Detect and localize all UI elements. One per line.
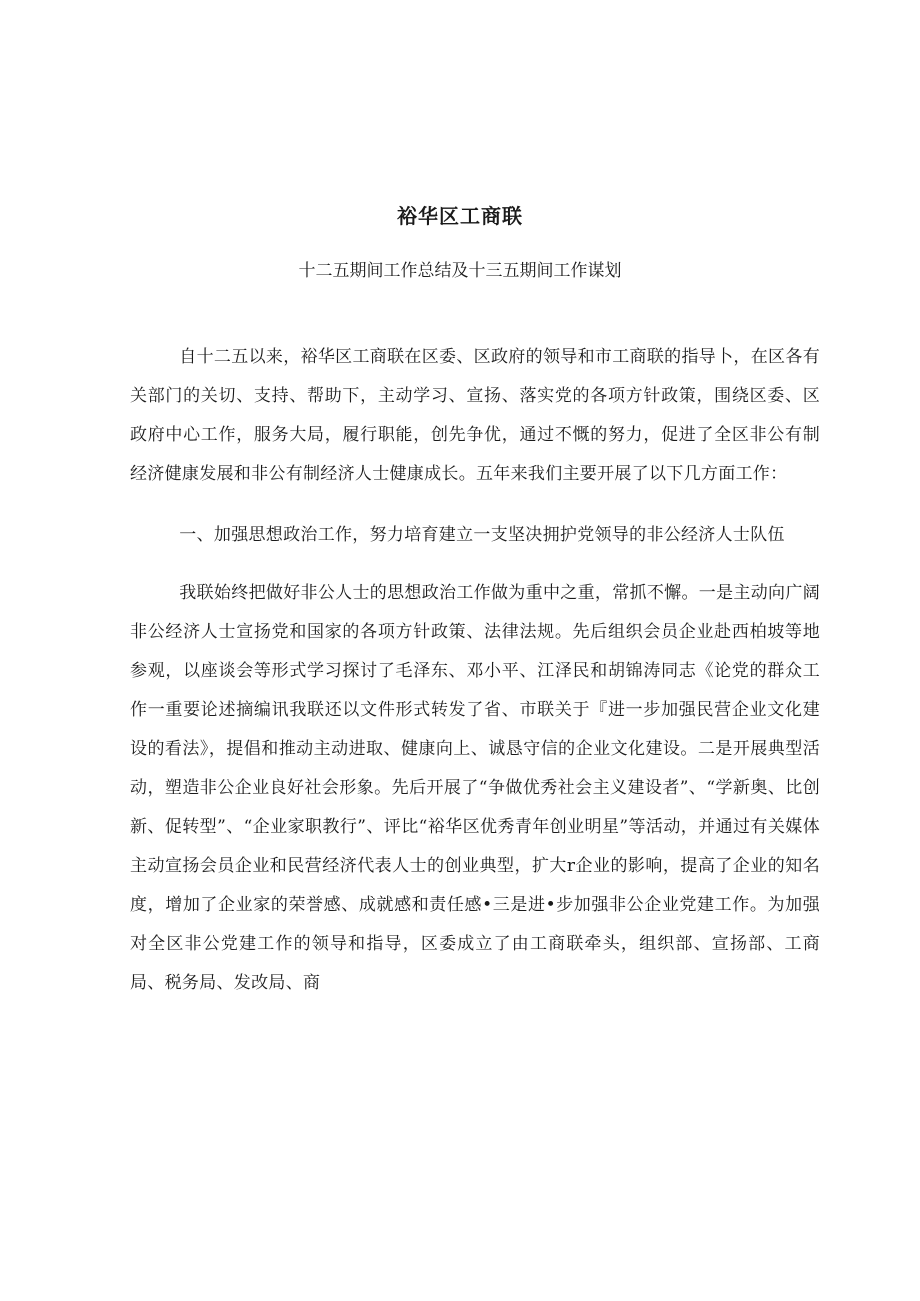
document-subtitle: 十二五期间工作总结及十三五期间工作谋划 xyxy=(298,261,622,281)
document-body xyxy=(130,338,820,1025)
paragraph-section-1: 我联始终把做好非公人士的思想政治工作做为重中之重，常抓不懈。一是主动向广阔非公经济人士宣扬党和国家的各项方针政策、法律法规。先后组织会员企业赴西柏坡等地参观，以座谈会等形式学习探讨了毛泽东、邓小平、江泽民和胡锦涛同志《论党的群众工作一重要论述摘编讯我联还以文件形式转发了省、市联关于『进一步加强民营企业文化建设的看法》，提倡和推动主动进取、健康向上、诚恳守信的企业文化建设。二是开展典型活动，塑造非公企业良好社会形象。先后开展了“争做优秀社会主义建设者”、“学新奥、比创新、促转型”、“企业家职教行”、评比“裕华区优秀青年创业明星”等活动，并通过有关媒体主动宣扬会员企业和民营经济代表人士的创业典型，扩大r企业的影响，提高了企业的知名度，增加了企业家的荣誉感、成就感和责任感•三是进•步加强非公企业党建工作。为加强对全区非公党建工作的领导和指导，区委成立了由工商联牵头，组织部、宣扬部、工商局、税务局、发改局、商 xyxy=(130,583,820,993)
paragraph-intro: 自十二五以来，裕华区工商联在区委、区政府的领导和市工商联的指导卜，在区各有关部门的关切、支持、帮助下，主动学习、宣扬、落实党的各项方针政策，围绕区委、区政府中心工作，服务大局，履行职能，创先争优，通过不慨的努力，促进了全区非公有制经济健康发展和非公有制经济人士健康成长。五年来我们主要开展了以下几方面工作： xyxy=(130,347,820,484)
section-heading-1: 一、加强思想政治工作，努力培育建立一支坚决拥护党领导的非公经济人士队伍 xyxy=(179,525,785,545)
document-title: 裕华区工商联 xyxy=(397,204,523,228)
